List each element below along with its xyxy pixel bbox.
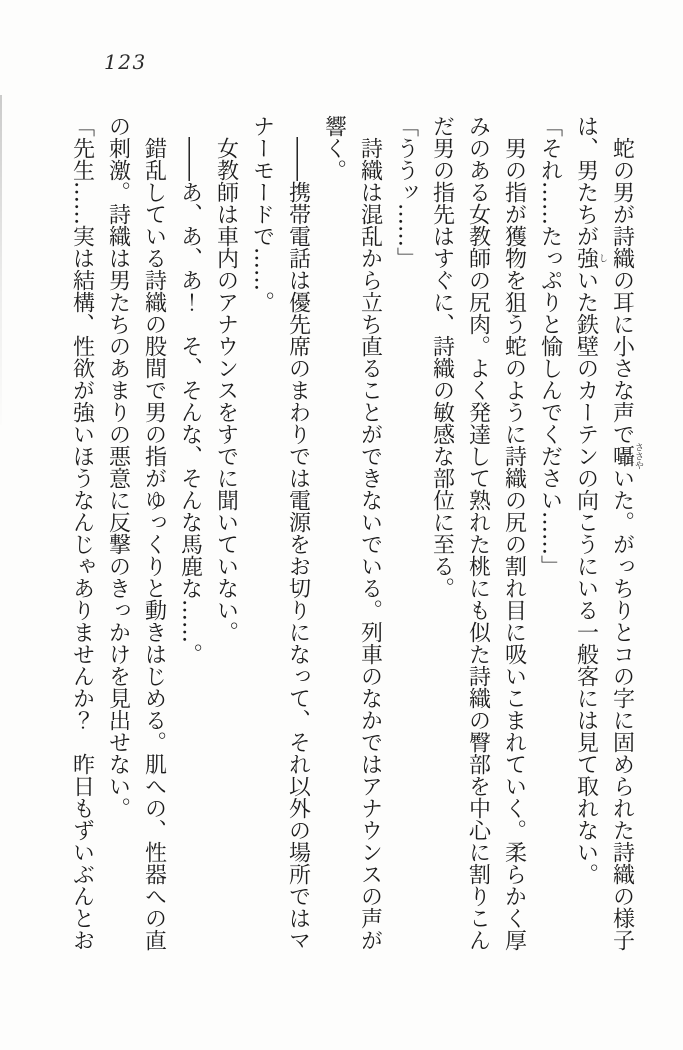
ruby-annotated-text: 強し (573, 247, 607, 269)
furigana: ささや (633, 442, 643, 470)
paragraph: 女教師は車内のアナウンスをすでに聞いていない。 (213, 137, 239, 643)
paragraph: 「先生……実は結構、性欲が強いほうなんじゃありませんか？ 昨日もずいぶんとお (69, 115, 95, 951)
paragraph: 詩織は混乱から立ち直ることができないでいる。列車のなかではアナウンスの声が響く。 (321, 115, 383, 951)
paragraph: 蛇の男が詩織の耳に小さな声で囁ささやいた。がっちりとコの字に固められた詩織の様子は、男たちが強しいた鉄壁のカーテンの向こうにいる一般客には見て取れない。 (573, 115, 643, 951)
scan-edge-artifact (0, 95, 2, 425)
paragraph: 「ううッ……」 (393, 115, 419, 269)
ruby-annotated-text: 囁ささや (609, 442, 643, 470)
paragraph: 「それ……たっぷりと愉しんでください……」 (537, 115, 563, 577)
paragraph: 錯乱している詩織の股間で男の指がゆっくりと動きはじめる。肌への、性器への直の刺激。詩織は男たちのあまりの悪意に反撃のきっかけを見出せない。 (105, 115, 167, 951)
furigana: し (597, 247, 607, 269)
page-number: 123 (104, 50, 147, 74)
paragraph: 男の指が獲物を狙う蛇のように詩織の尻の割れ目に吸いこまれていく。柔らかく厚みのある女教師の尻肉。よく発達して熟れた桃にも似た詩織の臀部を中心に割りこんだ男の指先はすぐに、詩織の敏感な部位に至る。 (429, 115, 527, 951)
paragraph: ――携帯電話は優先席のまわりでは電源をお切りになって、それ以外の場所ではマナーモードで……。 (249, 115, 311, 951)
paragraph: ――あ、あ、あ！ そ、そんな、そんな馬鹿な……。 (177, 137, 203, 665)
text-block (64, 115, 644, 953)
